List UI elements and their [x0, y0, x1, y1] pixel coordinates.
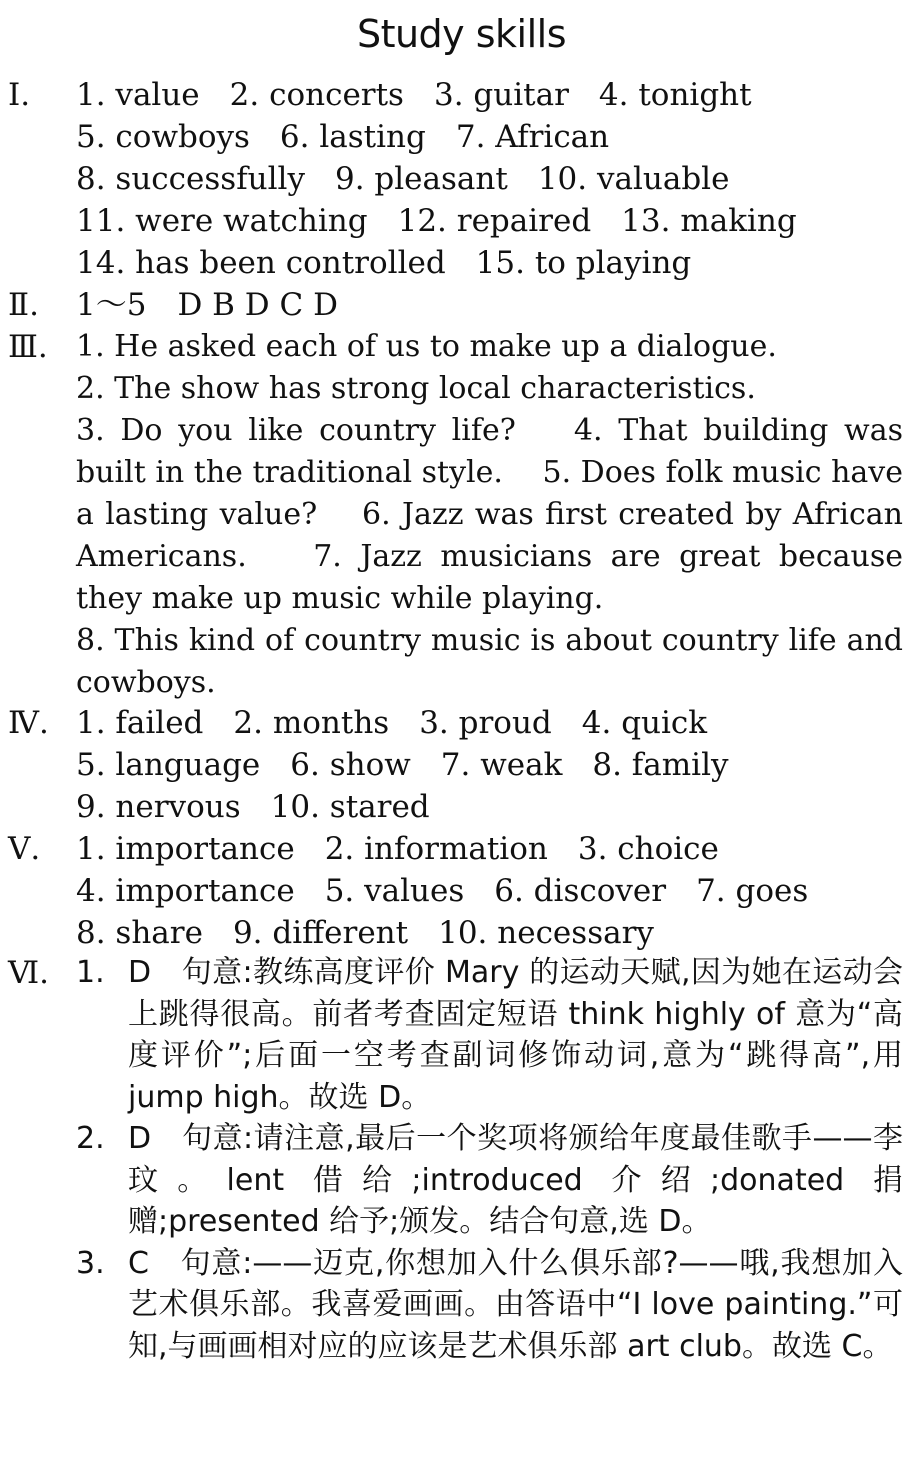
question-number: 2.: [76, 1121, 105, 1156]
answer-row: [76, 912, 903, 954]
answer-item: 7. African: [455, 119, 610, 155]
answer-item: 12. repaired: [397, 203, 592, 239]
answer-item: 9. pleasant: [334, 161, 508, 197]
answer-item: 7. weak: [440, 747, 563, 783]
answer-item: 2. months: [233, 705, 390, 741]
section-1-numeral: Ⅰ.: [8, 77, 31, 113]
answer-item: 7. goes: [696, 873, 809, 909]
answer-item: 4. importance: [76, 873, 295, 909]
answer-item: 4. quick: [581, 705, 708, 741]
answer-row: [76, 116, 903, 158]
explanation-item: [76, 952, 903, 1118]
answer-item: 1. importance: [76, 831, 295, 867]
section-3-numeral: Ⅲ.: [8, 329, 48, 365]
answer-item: 10. necessary: [438, 915, 654, 951]
sentence-1: 1. He asked each of us to make up a dialogue.: [76, 329, 777, 364]
answer-item: 8. share: [76, 915, 203, 951]
answer-row: [76, 786, 903, 828]
section-6-numeral: Ⅵ.: [8, 955, 50, 991]
answer-item: 9. nervous: [76, 789, 241, 825]
sentences-3-7: 3. Do you like country life? 4. That building was built in the traditional style. 5. Does folk music have a lasting value? 6. Jazz was first created by African Americans. 7. Jazz musicians are great because they make up music while playing.: [76, 413, 903, 616]
answer-item: 3. guitar: [433, 77, 569, 113]
answer-item: 13. making: [621, 203, 797, 239]
section-4-body: [76, 702, 903, 828]
answer-item: 2. concerts: [229, 77, 404, 113]
answer-item: 15. to playing: [475, 245, 692, 281]
answer-item: 5. cowboys: [76, 119, 250, 155]
answer-item: 4. tonight: [598, 77, 752, 113]
answer-row: 1～5 D B D C D: [76, 287, 338, 323]
section-6-body: [76, 952, 903, 1367]
answer-item: 8. family: [592, 747, 729, 783]
section-5-numeral: Ⅴ.: [8, 831, 41, 867]
answer-item: 1. value: [76, 77, 200, 113]
answer-item: 10. stared: [270, 789, 430, 825]
sentence-2: 2. The show has strong local characteristics.: [76, 371, 756, 406]
answer-item: 5. language: [76, 747, 261, 783]
answer-row: [76, 828, 903, 870]
section-5-body: [76, 828, 903, 954]
section-3-body: [76, 326, 903, 704]
explanation-text: D 句意:教练高度评价 Mary 的运动天赋,因为她在运动会上跳得很高。前者考查固定短语 think highly of 意为“高度评价”;后面一空考查副词修饰动词,意为“跳得高”,用 jump high。故选 D。: [128, 955, 903, 1115]
answer-row: [76, 158, 903, 200]
section-2-body: [76, 284, 903, 326]
answer-item: 3. proud: [419, 705, 552, 741]
answer-row: [76, 870, 903, 912]
question-number: 1.: [76, 955, 105, 990]
answer-item: 14. has been controlled: [76, 245, 446, 281]
answer-item: 1. failed: [76, 705, 204, 741]
answer-item: 6. show: [290, 747, 411, 783]
answer-item: 3. choice: [577, 831, 719, 867]
answer-item: 10. valuable: [537, 161, 730, 197]
answer-item: 2. information: [324, 831, 548, 867]
explanation-text: C 句意:——迈克,你想加入什么俱乐部?——哦,我想加入艺术俱乐部。我喜爱画画。由答语中“I love painting.”可知,与画画相对应的应该是艺术俱乐部 art club。故选 C。: [128, 1245, 903, 1364]
answer-row: [76, 702, 903, 744]
sentence-8: 8. This kind of country music is about country life and cowboys.: [76, 623, 903, 700]
explanation-item: [76, 1243, 903, 1368]
answer-item: 9. different: [232, 915, 409, 951]
question-number: 3.: [76, 1245, 105, 1281]
answer-item: 6. discover: [494, 873, 667, 909]
answer-item: 11. were watching: [76, 203, 368, 239]
section-2-numeral: Ⅱ.: [8, 287, 39, 323]
answer-item: 5. values: [324, 873, 465, 909]
page-title: Study skills: [356, 12, 567, 56]
answer-item: 8. successfully: [76, 161, 305, 197]
answer-item: 6. lasting: [279, 119, 426, 155]
answer-row: [76, 744, 903, 786]
explanation-item: [76, 1118, 903, 1243]
answer-row: [76, 74, 903, 116]
section-4-numeral: Ⅳ.: [8, 705, 49, 741]
section-1-body: [76, 74, 903, 284]
answer-row: [76, 242, 903, 284]
explanation-text: D 句意:请注意,最后一个奖项将颁给年度最佳歌手——李玟。lent 借给;introduced 介绍;donated 捐赠;presented 给予;颁发。结合句意,选 D。: [128, 1121, 903, 1239]
answer-row: [76, 200, 903, 242]
